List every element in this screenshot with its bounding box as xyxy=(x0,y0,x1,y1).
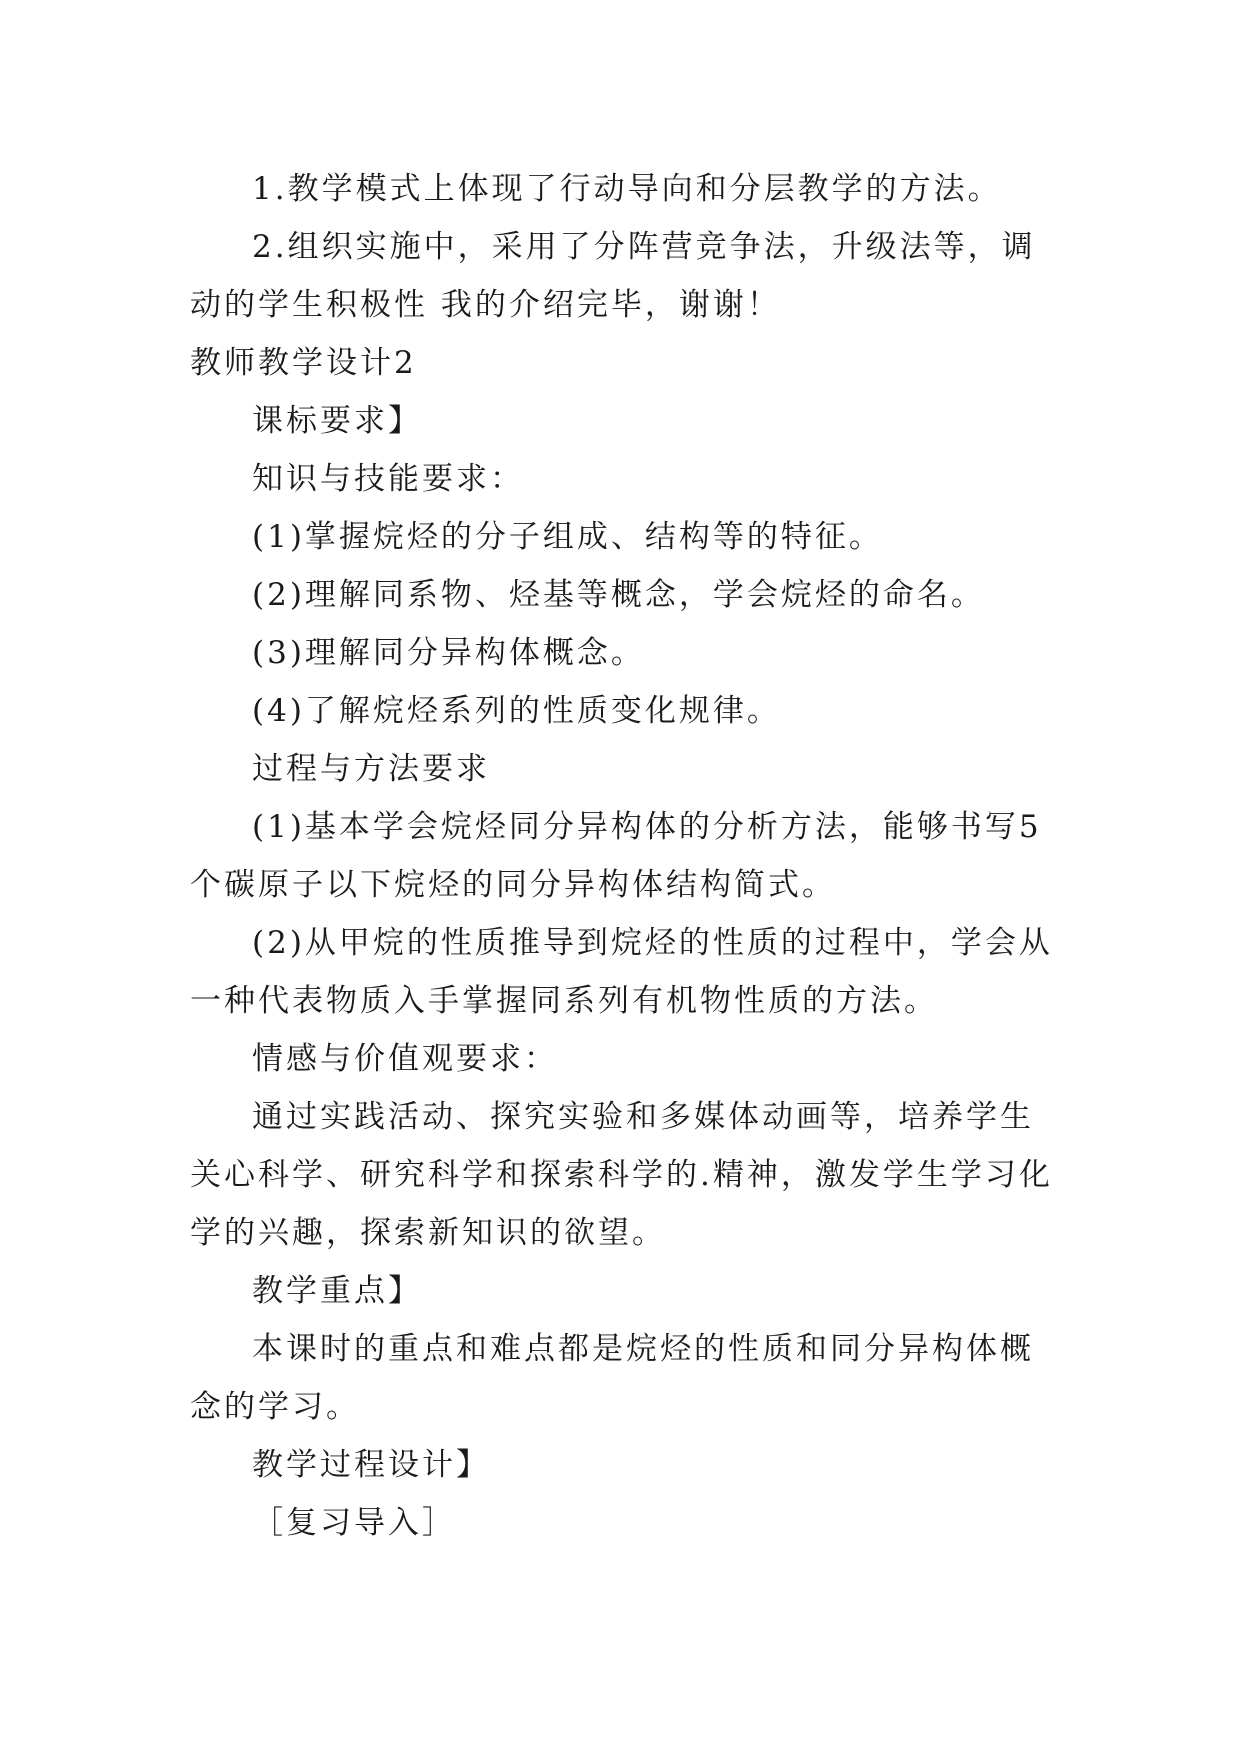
list-item: (1)掌握烷烃的分子组成、结构等的特征。 xyxy=(252,519,883,555)
section-heading: 教师教学设计2 xyxy=(190,345,417,381)
list-item: (1)基本学会烷烃同分异构体的分析方法，能够书写5个碳原子以下烷烃的同分异构体结构简式。 xyxy=(190,809,1042,903)
paragraph: ［复习导入］ xyxy=(252,1505,456,1541)
paragraph: 通过实践活动、探究实验和多媒体动画等，培养学生关心科学、研究科学和探索科学的.精神，激发学生学习化学的兴趣，探索新知识的欲望。 xyxy=(190,1099,1053,1251)
paragraph: 1.教学模式上体现了行动导向和分层教学的方法。 xyxy=(252,171,1002,207)
paragraph: 过程与方法要求 xyxy=(252,751,490,787)
list-item: (4)了解烷烃系列的性质变化规律。 xyxy=(252,693,781,729)
subsection-heading: 教学重点】 xyxy=(252,1273,422,1309)
list-item: (2)理解同系物、烃基等概念，学会烷烃的命名。 xyxy=(252,577,985,613)
document-body xyxy=(190,160,1060,1552)
subsection-heading: 课标要求】 xyxy=(252,403,422,439)
paragraph: 知识与技能要求： xyxy=(252,461,524,497)
paragraph: 本课时的重点和难点都是烷烃的性质和同分异构体概念的学习。 xyxy=(190,1331,1034,1425)
paragraph: 情感与价值观要求： xyxy=(252,1041,558,1077)
paragraph: 2.组织实施中，采用了分阵营竞争法，升级法等，调动的学生积极性 我的介绍完毕，谢谢！ xyxy=(190,229,1036,323)
list-item: (3)理解同分异构体概念。 xyxy=(252,635,645,671)
subsection-heading: 教学过程设计】 xyxy=(252,1447,490,1483)
list-item: (2)从甲烷的性质推导到烷烃的性质的过程中，学会从一种代表物质入手掌握同系列有机物性质的方法。 xyxy=(190,925,1053,1019)
